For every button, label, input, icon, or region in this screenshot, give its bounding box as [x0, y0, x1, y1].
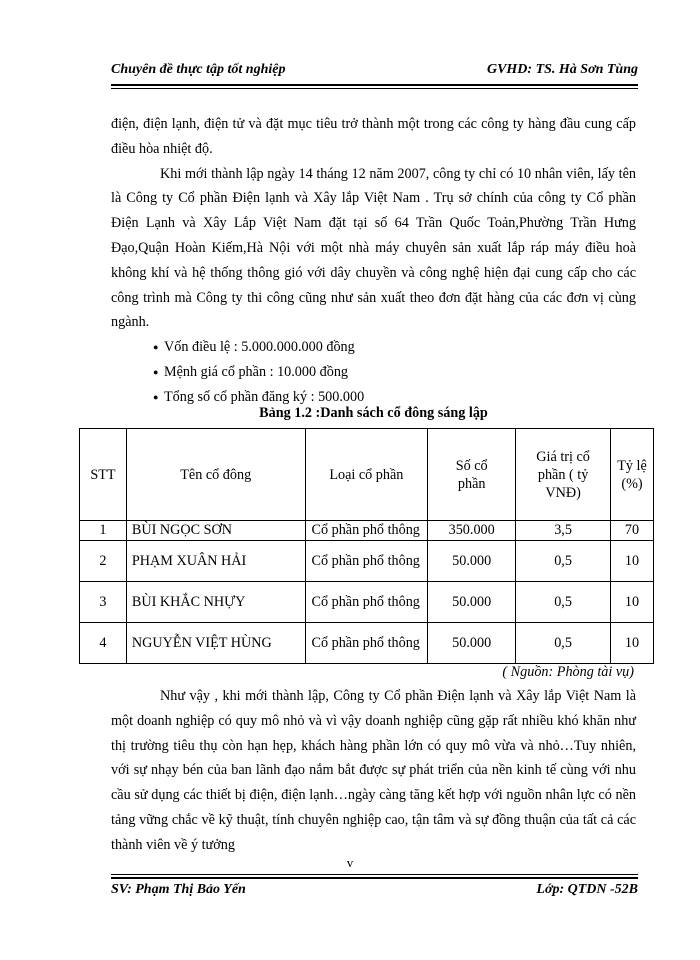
cell-name: BÙI KHẮC NHỰY	[126, 582, 305, 623]
header-supervisor: GVHD: TS. Hà Sơn Tùng	[486, 62, 638, 77]
cell-shares: 50.000	[428, 582, 516, 623]
cell-type: Cổ phần phổ thông	[305, 541, 428, 582]
cell-value: 3,5	[516, 521, 611, 541]
cell-ratio: 10	[611, 541, 654, 582]
cell-ratio: 10	[611, 582, 654, 623]
footer-rule-thin	[111, 874, 638, 875]
cell-type: Cổ phần phổ thông	[305, 582, 428, 623]
cell-type: Cổ phần phổ thông	[305, 623, 428, 664]
body-text-bottom	[111, 684, 636, 858]
list-item: ● Tổng số cổ phần đăng ký : 500.000	[153, 385, 636, 410]
cell-value: 0,5	[516, 623, 611, 664]
table-source: ( Nguồn: Phòng tài vụ)	[502, 664, 634, 680]
col-header-value: Giá trị cổ phần ( tỷ VNĐ)	[516, 429, 611, 521]
header-rule	[111, 84, 638, 86]
table-row	[80, 541, 654, 582]
cell-type: Cổ phần phổ thông	[305, 521, 428, 541]
col-header-name: Tên cổ đông	[126, 429, 305, 521]
col-header-shares: Số cổ phần	[428, 429, 516, 521]
cell-ratio: 10	[611, 623, 654, 664]
table-header-row	[80, 429, 654, 521]
footer-rule	[111, 877, 638, 879]
page-header	[111, 60, 638, 80]
page-number: v	[346, 855, 354, 870]
capital-list	[111, 335, 636, 409]
header-title: Chuyên đề thực tập tốt nghiệp	[111, 62, 286, 77]
col-header-ratio: Tỷ lệ (%)	[611, 429, 654, 521]
cell-stt: 3	[80, 582, 127, 623]
cell-stt: 2	[80, 541, 127, 582]
cell-value: 0,5	[516, 541, 611, 582]
table-row	[80, 582, 654, 623]
list-item: ● Mệnh giá cổ phần : 10.000 đồng	[153, 360, 636, 385]
cell-name: PHẠM XUÂN HẢI	[126, 541, 305, 582]
col-header-type: Loại cổ phần	[305, 429, 428, 521]
cell-shares: 350.000	[428, 521, 516, 541]
footer-class: Lớp: QTDN -52B	[536, 882, 638, 897]
footer-student: SV: Phạm Thị Bảo Yến	[111, 882, 246, 897]
cell-name: BÙI NGỌC SƠN	[126, 521, 305, 541]
paragraph-3: Như vậy , khi mới thành lập, Công ty Cổ phần Điện lạnh và Xây lắp Việt Nam là một doanh nghiệp có quy mô nhỏ và vì vậy doanh nghiệp cũng gặp rất nhiều khó khăn như thị trường tiêu thụ còn hạn hẹp, khách hàng phần lớn có quy mô vừa và nhỏ…Tuy nhiên, với sự nhạy bén của ban lãnh đạo nắm bắt được sự phát triển của nền kinh tế cùng với nhu cầu sử dụng các thiết bị điện, điện lạnh…ngày càng tăng kết hợp với nguồn nhân lực có nền tảng vững chắc về kỹ thuật, tính chuyên nghiệp cao, tận tâm và sự đồng thuận của tất cả các thành viên về ý tưởng	[111, 688, 636, 853]
col-header-stt: STT	[80, 429, 127, 521]
table-row	[80, 521, 654, 541]
cell-name: NGUYỄN VIỆT HÙNG	[126, 623, 305, 664]
paragraph-1: điện, điện lạnh, điện tử và đặt mục tiêu trở thành một trong các công ty hàng đầu cung cấp điều hòa nhiệt độ.	[111, 116, 636, 157]
shareholders-table	[79, 428, 654, 664]
cell-stt: 1	[80, 521, 127, 541]
cell-shares: 50.000	[428, 623, 516, 664]
cell-stt: 4	[80, 623, 127, 664]
table-row	[80, 623, 654, 664]
cell-ratio: 70	[611, 521, 654, 541]
body-text-top	[111, 112, 636, 410]
cell-value: 0,5	[516, 582, 611, 623]
paragraph-2: Khi mới thành lập ngày 14 tháng 12 năm 2007, công ty chỉ có 10 nhân viên, lấy tên là Công ty Cổ phần Điện lạnh và Xây lắp Việt Nam . Trụ sở chính của công ty Cổ phần Điện Lạnh và Xây Lắp Việt Nam đặt tại số 64 Trần Quốc Toản,Phường Trần Hưng Đạo,Quận Hoàn Kiếm,Hà Nội với một nhà máy chuyên sản xuất lắp ráp máy điều hoà không khí và hệ thống thông gió với dây chuyền và công nghệ hiện đại cung cấp cho các công trình mà Công ty thi công cũng như sản xuất theo đơn đặt hàng của các đơn vị cùng ngành.	[111, 165, 636, 331]
header-rule-thin	[111, 88, 638, 89]
list-item: ● Vốn điều lệ : 5.000.000.000 đồng	[153, 335, 636, 360]
cell-shares: 50.000	[428, 541, 516, 582]
table-caption: Bảng 1.2 :Danh sách cổ đông sáng lập	[259, 405, 488, 421]
